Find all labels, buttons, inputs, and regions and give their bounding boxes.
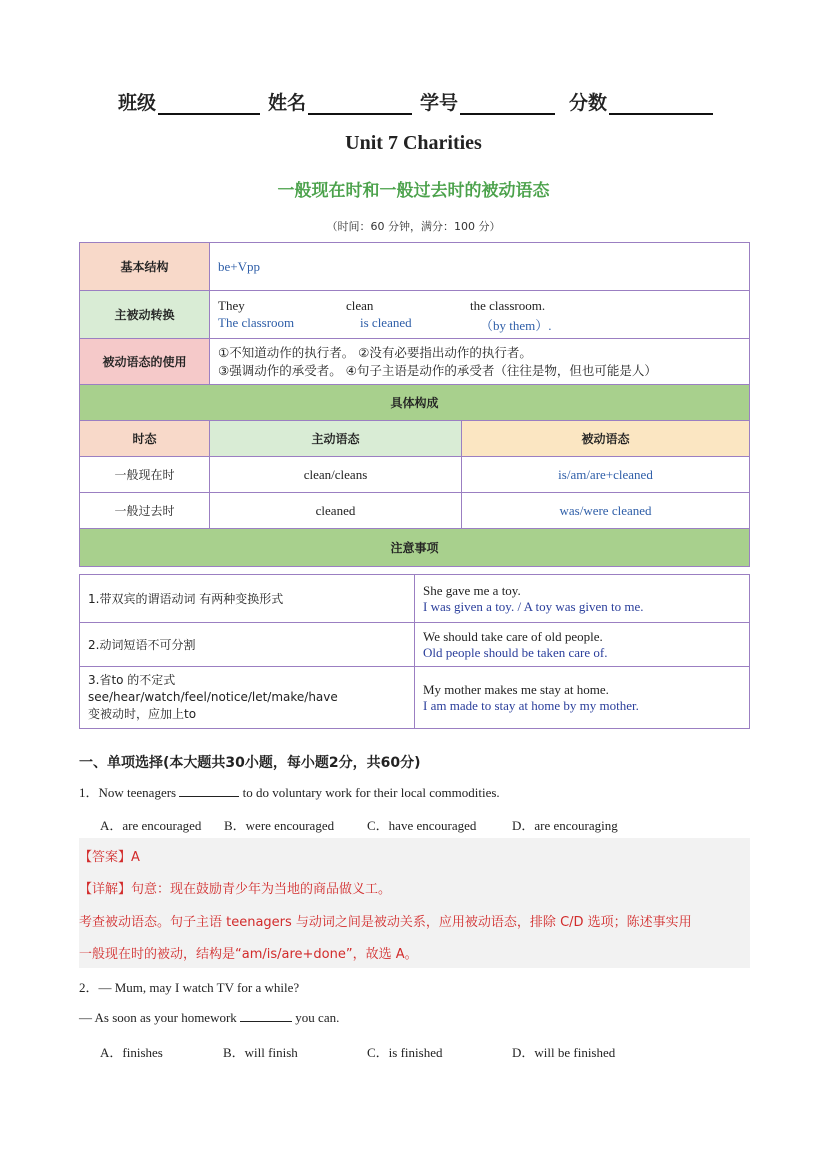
- answer-blank: [240, 1009, 292, 1022]
- tense-cell: 一般现在时: [80, 457, 210, 493]
- detail-line: 一般现在时的被动，结构是“am/is/are+done”，故选 A。: [79, 947, 418, 962]
- active-subject: They: [218, 297, 245, 313]
- option-d: D．are encouraging: [512, 818, 618, 833]
- table-row: [80, 243, 750, 291]
- note-rule: 2.动词短语不可分割: [80, 623, 415, 667]
- option-a: A．are encouraged: [100, 818, 202, 833]
- active-cell: clean/cleans: [210, 457, 462, 493]
- name-blank: [308, 93, 412, 115]
- stem-text: 1．Now teenagers: [79, 785, 177, 800]
- detail-line: 考查被动语态。句子主语 teenagers 与动词之间是被动关系，应用被动语态，排除 C/D 选项；陈述事实用: [79, 915, 692, 930]
- example-passive: Old people should be taken care of.: [423, 644, 608, 660]
- table-row: [80, 385, 750, 421]
- table-row: [80, 623, 750, 667]
- table-row: [80, 291, 750, 339]
- basic-structure-value: be+Vpp: [210, 243, 750, 291]
- option-b: B．will finish: [223, 1045, 298, 1060]
- usage-line-2: ③强调动作的承受者。 ④句子主语是动作的承受者（往往是物，但也可能是人）: [218, 362, 657, 378]
- stem-text: you can.: [295, 1010, 340, 1025]
- usage-label: 被动语态的使用: [80, 339, 210, 385]
- note-rule: [80, 667, 415, 729]
- detail-line: 【详解】句意：现在鼓励青少年为当地的商品做义工。: [79, 882, 392, 897]
- example-passive: I am made to stay at home by my mother.: [423, 697, 639, 713]
- table-row: [80, 457, 750, 493]
- note-example: [415, 623, 750, 667]
- col-active: 主动语态: [210, 421, 462, 457]
- page-subtitle: 一般现在时和一般过去时的被动语态: [277, 181, 550, 201]
- option-d: D．will be finished: [512, 1045, 616, 1060]
- option-c: C．is finished: [367, 1045, 443, 1060]
- example-active: We should take care of old people.: [423, 628, 603, 644]
- note-rule-line: 变被动时，应加上to: [88, 707, 197, 721]
- note-rule: 1.带双宾的谓语动词 有两种变换形式: [80, 575, 415, 623]
- option-c: C．have encouraged: [367, 818, 477, 833]
- question-2-line-2: [79, 1009, 339, 1026]
- option-a: A．finishes: [100, 1045, 163, 1060]
- score-blank: [609, 93, 713, 115]
- col-tense: 时态: [80, 421, 210, 457]
- table-row: [80, 493, 750, 529]
- student-info-line: [0, 88, 827, 115]
- time-info: （时间：60 分钟，满分：100 分）: [326, 220, 501, 233]
- active-object: the classroom.: [470, 297, 546, 313]
- passive-cell: was/were cleaned: [462, 493, 750, 529]
- note-rule-line: see/hear/watch/feel/notice/let/make/have: [88, 690, 338, 704]
- example-passive: I was given a toy. / A toy was given to me.: [423, 598, 644, 614]
- conversion-examples: [210, 291, 750, 339]
- usage-line-1: ①不知道动作的执行者。 ②没有必要指出动作的执行者。: [218, 344, 532, 360]
- passive-subject: The classroom: [218, 314, 295, 330]
- name-label: 姓名: [267, 92, 306, 114]
- passive-cell: is/am/are+cleaned: [462, 457, 750, 493]
- table-row: [80, 529, 750, 567]
- section-form-header: 具体构成: [80, 385, 750, 421]
- stem-text: — As soon as your homework: [79, 1010, 237, 1025]
- conversion-label: 主被动转换: [80, 291, 210, 339]
- col-passive: 被动语态: [462, 421, 750, 457]
- section-notes-header: 注意事项: [80, 529, 750, 567]
- id-blank: [460, 93, 555, 115]
- stem-text: to do voluntary work for their local commodities.: [242, 785, 500, 800]
- active-cell: cleaned: [210, 493, 462, 529]
- answer-blank: [179, 784, 239, 797]
- passive-agent: （by them）.: [480, 317, 552, 333]
- section-title: 一、单项选择(本大题共30小题，每小题2分，共60分): [79, 755, 421, 771]
- note-example: [415, 575, 750, 623]
- option-b: B．were encouraged: [224, 818, 335, 833]
- class-blank: [158, 93, 260, 115]
- answer-label: 【答案】A: [79, 850, 140, 865]
- table-row: [80, 575, 750, 623]
- example-active: My mother makes me stay at home.: [423, 681, 609, 697]
- basic-structure-label: 基本结构: [80, 243, 210, 291]
- page-title: Unit 7 Charities: [345, 132, 482, 154]
- id-label: 学号: [420, 92, 459, 114]
- table-row: [80, 667, 750, 729]
- passive-verb: is cleaned: [360, 314, 412, 330]
- usage-content: [210, 339, 750, 385]
- note-rule-line: 3.省to 的不定式: [88, 673, 176, 687]
- question-1-stem: [79, 782, 500, 801]
- note-example: [415, 667, 750, 729]
- class-label: 班级: [117, 92, 156, 114]
- notes-table: [79, 574, 750, 729]
- tense-cell: 一般过去时: [80, 493, 210, 529]
- question-2-line-1: 2．— Mum, may I watch TV for a while?: [79, 980, 300, 995]
- table-row: [80, 339, 750, 385]
- active-verb: clean: [346, 297, 374, 313]
- grammar-table: [79, 242, 750, 567]
- table-row: [80, 421, 750, 457]
- score-label: 分数: [569, 92, 608, 114]
- example-active: She gave me a toy.: [423, 582, 521, 598]
